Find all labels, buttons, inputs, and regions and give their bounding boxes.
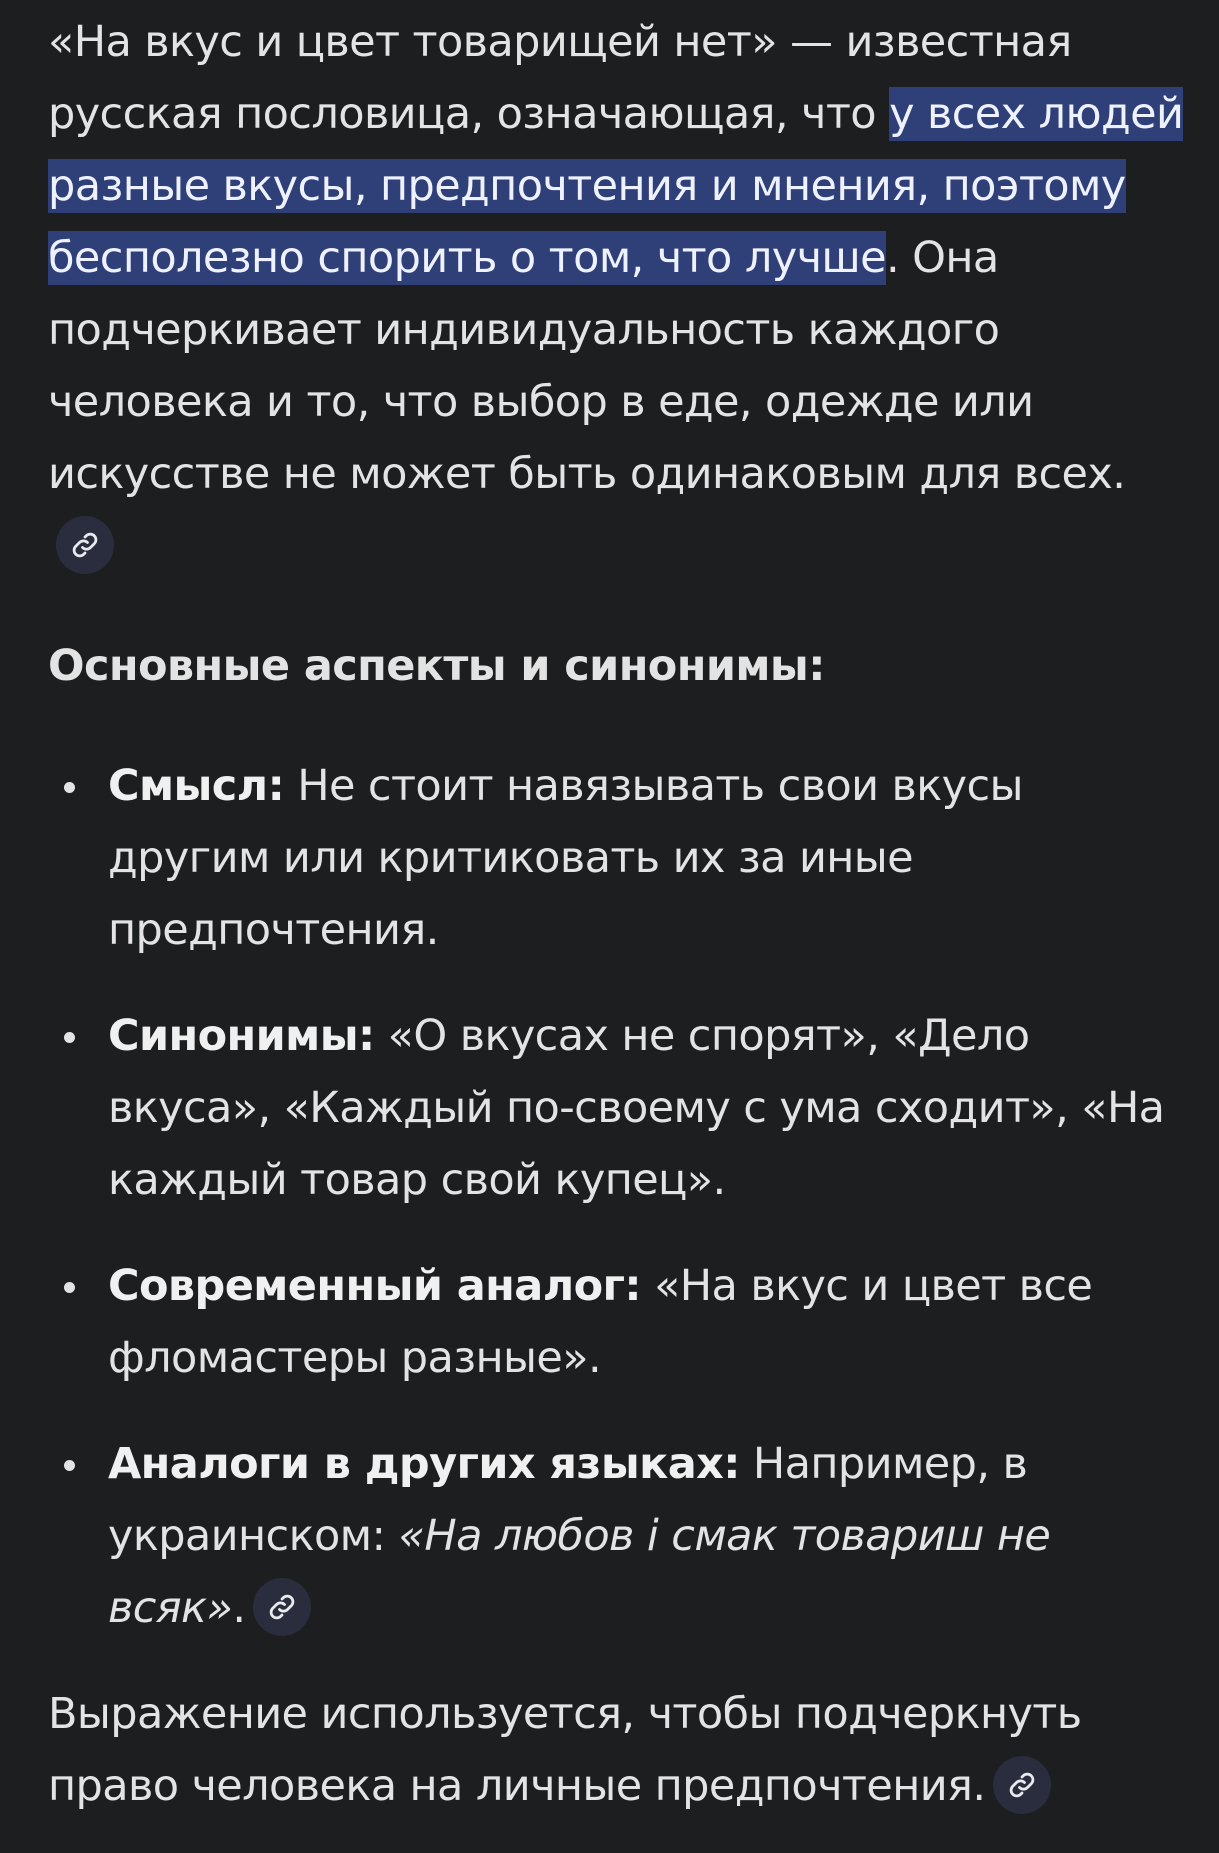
closing-text: Выражение используется, чтобы подчеркнуть право человека на личные предпочтения. [48,1689,1082,1811]
aspect-label: Современный аналог: [108,1261,642,1311]
list-item [48,750,1188,966]
aspect-label: Аналоги в других языках: [108,1439,740,1489]
aspect-quote: «На любов і смак товариш не всяк» [108,1511,1051,1633]
aspect-after: . [232,1583,246,1633]
list-item [48,1428,1188,1644]
list-item [48,1250,1188,1394]
intro-dot: . [885,233,900,283]
aspect-text: Не стоит навязывать свои вкусы другим или критиковать их за иные предпочтения. [108,761,1023,955]
source-link-button[interactable] [253,1578,311,1636]
aspect-text: Например, в украинском: [108,1439,1028,1561]
response-content [48,6,1188,1822]
source-link-button[interactable] [56,516,114,574]
intro-rest: Она подчеркивает индивидуальность каждого человека и то, что выбор в еде, одежде или искусстве не может быть одинаковым для всех. [48,233,1126,499]
aspect-label: Синонимы: [108,1011,375,1061]
aspects-list [48,750,1188,1644]
closing-paragraph [48,1678,1188,1822]
link-icon [267,1592,297,1622]
aspect-label: Смысл: [108,761,285,811]
aspect-text: «На вкус и цвет все фломастеры разные». [108,1261,1093,1383]
aspect-text: «О вкусах не спорят», «Дело вкуса», «Каждый по-своему с ума сходит», «На каждый товар свой купец». [108,1011,1165,1205]
list-item [48,1000,1188,1216]
intro-paragraph [48,6,1188,582]
highlighted-text[interactable]: у всех людей разные вкусы, предпочтения и мнения, поэтому бесполезно спорить о том, что лучше [48,89,1184,283]
link-icon [70,530,100,560]
section-heading: Основные аспекты и синонимы: [48,641,825,691]
intro-text: «На вкус и цвет товарищей нет» — известная русская пословица, означающая, что [48,17,1072,139]
source-link-button[interactable] [993,1756,1051,1814]
link-icon [1007,1770,1037,1800]
